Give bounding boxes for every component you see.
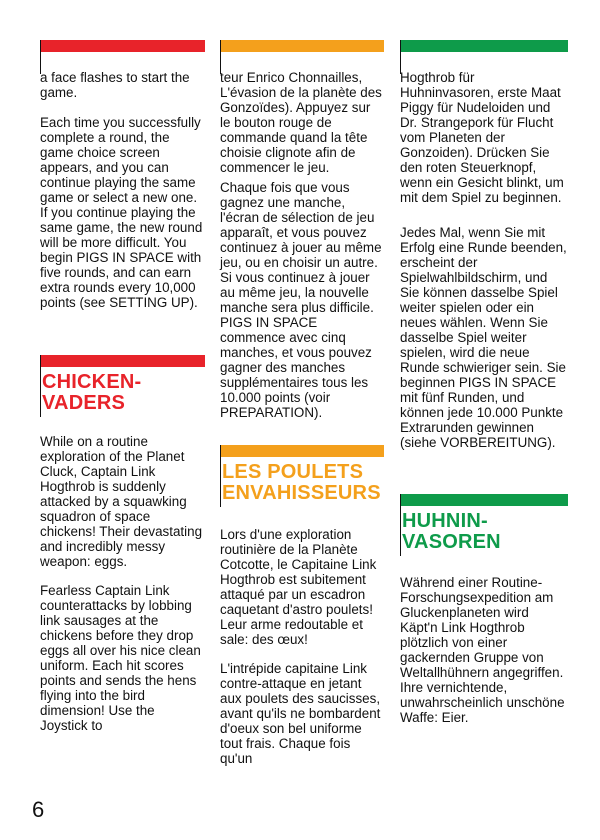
french-top-rule bbox=[220, 40, 221, 74]
french-heading-rule bbox=[220, 445, 221, 507]
german-top-color-bar bbox=[400, 40, 568, 52]
french-top-color-bar bbox=[220, 40, 384, 52]
english-rounds-paragraph: Each time you successfully complete a round, the game choice screen appears, and you can continue playing the same game or select a new one. If you continue playing the same game, the new round will be more difficult. You begin PIGS IN SPACE with five rounds, and can earn extra rounds every 10,000 points (see SETTING UP). bbox=[40, 115, 203, 310]
german-heading-color-bar bbox=[400, 494, 568, 506]
english-top-color-bar bbox=[40, 40, 205, 52]
page-number: 6 bbox=[32, 797, 45, 822]
english-counterattack-paragraph: Fearless Captain Link counterattacks by lobbing link sausages at the chickens before they drop eggs all over his nice clean uniform. Each hit scores points and sends the hens flying into the bird dimension! Use the Joystick to bbox=[40, 583, 201, 733]
english-intro-text: a face flashes to start the game. bbox=[40, 70, 190, 100]
french-rounds-paragraph: Chaque fois que vous gagnez une manche, l'écran de sélection de jeu apparaît, et vous pouvez continuez à jouer au même jeu, ou en choisir un autre. Si vous continuez à jouer au même jeu, la nouvelle manche sera plus difficile. PIGS IN SPACE commence avec cinq manches, et vous pouvez gagner des manches supplémentaires tous les 10.000 points (voir PREPARATION). bbox=[220, 180, 382, 420]
german-top-rule bbox=[400, 40, 401, 74]
german-section-heading: HUHNIN-VASOREN bbox=[402, 510, 501, 553]
french-heading-color-bar bbox=[220, 445, 384, 457]
german-heading-rule bbox=[400, 494, 401, 556]
german-intro-text: Hogthrob für Huhninvasoren, erste Maat Piggy für Nudeloiden und Dr. Strangepork für Flucht vom Planeten der Gonzoiden). Drücken Sie den roten Steuerknopf, wenn ein Gesicht blinkt, um mit dem Spiel zu beginnen. bbox=[400, 70, 564, 205]
english-heading-color-bar bbox=[40, 355, 205, 367]
french-section-heading: LES POULETS ENVAHISSEURS bbox=[222, 461, 381, 504]
english-story-paragraph: While on a routine exploration of the Planet Cluck, Captain Link Hogthrob is suddenly attacked by a squawking squadron of space chickens! Their devastating and incredibly messy weapon: eggs. bbox=[40, 434, 203, 569]
french-counterattack-paragraph: L'intrépide capitaine Link contre-attaque en jetant aux poulets des saucisses, avant qu'ils ne bombardent d'oeux son bel uniforme tout frais. Chaque fois qu'un bbox=[220, 661, 381, 766]
english-section-heading: CHICKEN-VADERS bbox=[42, 371, 142, 414]
german-story-paragraph: Während einer Routine-Forschungsexpedition am Gluckenplaneten wird Käpt'n Link Hogthrob plötzlich von einer gackernden Gruppe von Weltallhühnern angegriffen. Ihre vernichtende, unwahrscheinlich unschöne Waffe: Eier. bbox=[400, 575, 565, 725]
french-story-paragraph: Lors d'une exploration routinière de la Planète Cotcotte, le Capitaine Link Hogthrob est subitement attaqué par un escadron caquetant d'astro poulets! Leur arme redoutable et sale: des œux! bbox=[220, 527, 377, 647]
english-heading-rule bbox=[40, 355, 41, 417]
german-rounds-paragraph: Jedes Mal, wenn Sie mit Erfolg eine Runde beenden, erscheint der Spielwahlbildschirm, und Sie können dasselbe Spiel weiter spielen oder ein neues wählen. Wenn Sie dasselbe Spiel weiter spielen, wird die neue Runde schwieriger sein. Sie beginnen PIGS IN SPACE mit fünf Runden, und können jede 10.000 Punkte Extrarunden gewinnen (siehe VORBEREITUNG). bbox=[400, 225, 567, 450]
french-intro-text: teur Enrico Chonnailles, L'évasion de la planète des Gonzoïdes). Appuyez sur le bouton rouge de commande quand la tête choisie clignote afin de commencer le jeu. bbox=[220, 70, 382, 175]
english-top-rule bbox=[40, 40, 41, 74]
